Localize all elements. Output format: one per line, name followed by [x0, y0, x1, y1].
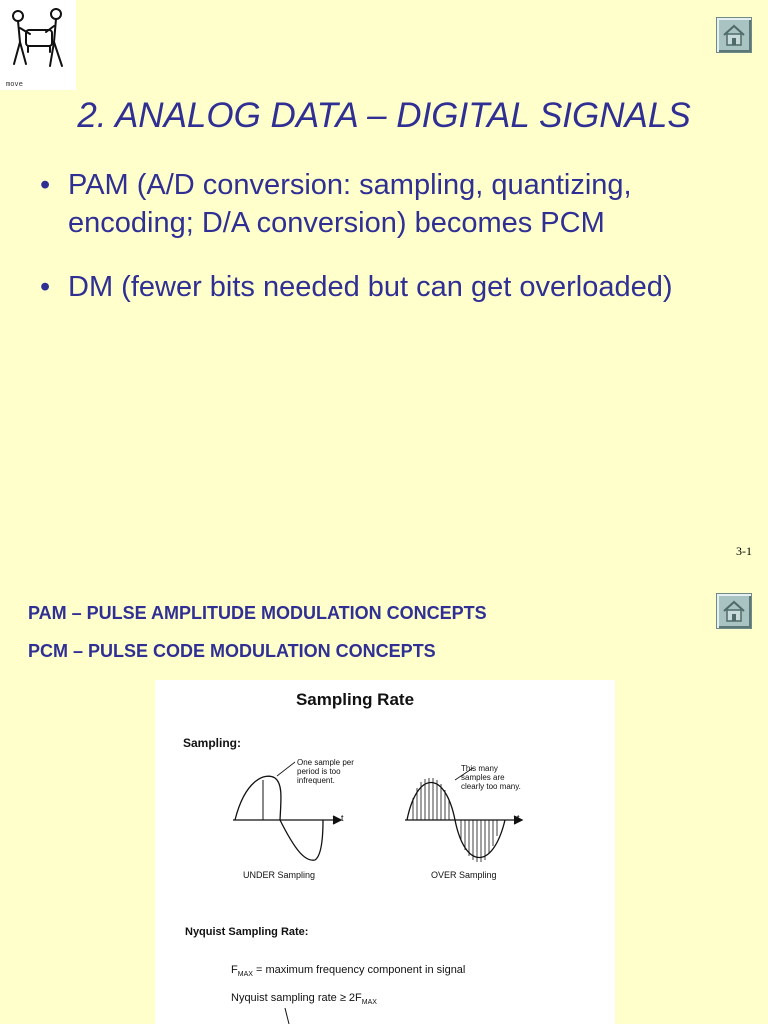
sampling-rate-figure [155, 680, 615, 1024]
sampling-label: Sampling: [183, 736, 242, 750]
home-icon [722, 23, 746, 47]
nyquist-rate-text: Nyquist sampling rate ≥ 2F [231, 992, 362, 1004]
bullet-marker: • [40, 169, 51, 201]
movers-illustration-icon [6, 4, 72, 78]
pcm-heading: PCM – PULSE CODE MODULATION CONCEPTS [28, 641, 436, 661]
home-button[interactable] [716, 593, 752, 629]
bullet-item [40, 268, 750, 306]
page-number: 3-1 [736, 544, 752, 558]
bullet-marker: • [40, 271, 51, 303]
bullet-list [40, 166, 750, 332]
bullet-item [40, 166, 750, 242]
bullet-text: PAM (A/D conversion: sampling, quantizing, encoding; D/A conversion) becomes PCM [68, 169, 632, 239]
fmax-text: = maximum frequency component in signal [252, 964, 466, 976]
bullet-text: DM (fewer bits needed but can get overloaded) [68, 271, 673, 303]
under-axis-label: t [341, 813, 344, 823]
home-button[interactable] [716, 17, 752, 53]
fmax-symbol: F [231, 964, 238, 976]
fmax-definition [231, 964, 465, 978]
fmax-subscript: MAX [237, 971, 253, 979]
figure-title: Sampling Rate [295, 690, 415, 709]
movers-logo [0, 0, 76, 90]
over-axis-label: t [517, 813, 520, 823]
nyquist-subscript: MAX [361, 999, 377, 1007]
over-sampling-note: This many samples are clearly too many. [461, 764, 521, 791]
pam-heading: PAM – PULSE AMPLITUDE MODULATION CONCEPTS [28, 603, 487, 623]
over-sampling-caption: OVER Sampling [431, 870, 497, 880]
home-icon [722, 599, 746, 623]
logo-caption: move [6, 80, 23, 88]
slide-title: 2. ANALOG DATA – DIGITAL SIGNALS [77, 96, 691, 135]
under-sampling-note: One sample per period is too infrequent. [297, 758, 354, 785]
nyquist-label: Nyquist Sampling Rate: [185, 926, 309, 938]
slide-2 [0, 576, 768, 1024]
nyquist-rate-formula [231, 992, 377, 1006]
under-sampling-caption: UNDER Sampling [243, 870, 316, 880]
